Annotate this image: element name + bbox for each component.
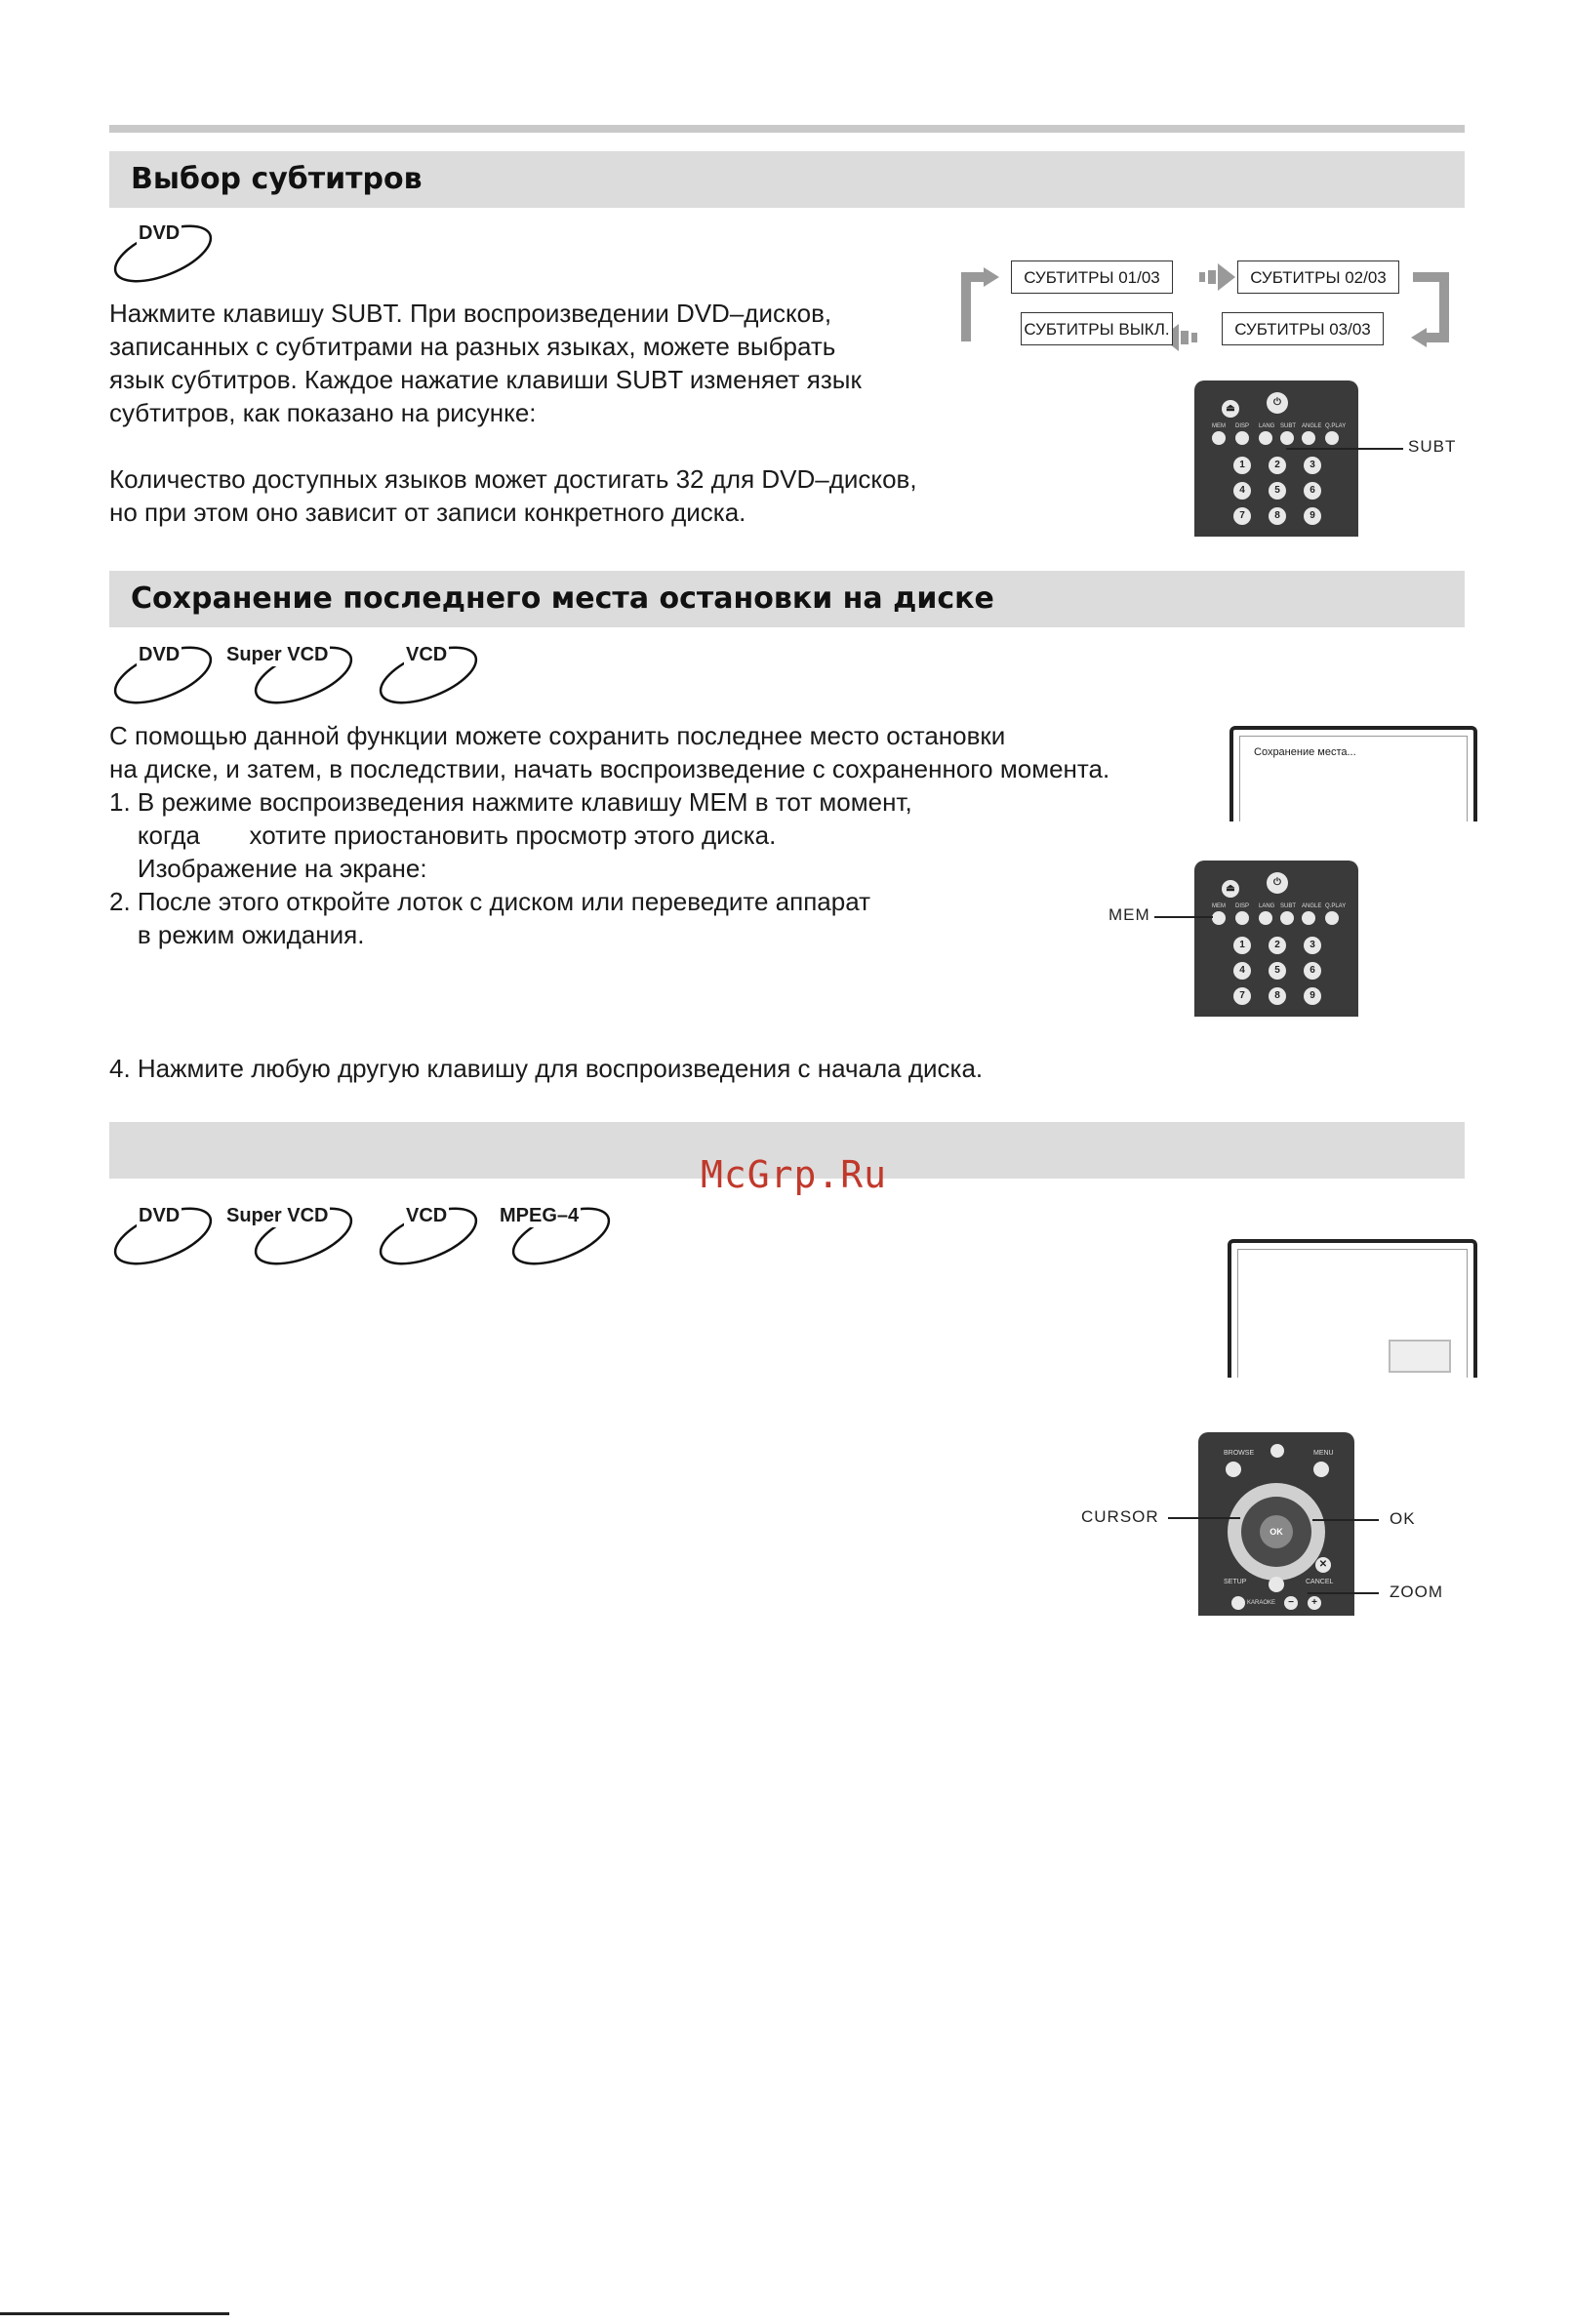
super-vcd-badge <box>226 644 357 722</box>
paragraph-line: на диске, и затем, в последствии, начать воспроизведение с сохраненного момента. <box>109 754 1110 783</box>
subt-callout: SUBT <box>1408 437 1457 456</box>
mem-callout: MEM <box>1108 905 1150 924</box>
cancel-icon: ✕ <box>1315 1557 1331 1573</box>
badge-label: MPEG–4 <box>500 1205 580 1226</box>
qplay-button <box>1325 431 1339 445</box>
paragraph-line: но при этом оно зависит от записи конкретного диска. <box>109 498 746 527</box>
mem-button <box>1212 431 1226 445</box>
subt-button <box>1280 431 1294 445</box>
zoom-window <box>1389 1340 1451 1373</box>
disp-button <box>1235 911 1249 925</box>
zoom-minus-icon: − <box>1284 1596 1298 1610</box>
ok-button: OK <box>1260 1515 1293 1548</box>
callout-line <box>1154 916 1213 918</box>
digit-button: 1 <box>1233 457 1251 474</box>
badge-label: VCD <box>406 644 448 665</box>
power-icon: ⏻ <box>1267 392 1288 414</box>
zoom-callout: ZOOM <box>1390 1583 1443 1601</box>
eject-icon: ⏏ <box>1222 400 1239 418</box>
digit-button: 2 <box>1269 457 1286 474</box>
super-vcd-badge <box>226 1205 357 1283</box>
setup-label: SETUP <box>1224 1579 1247 1585</box>
digit-button: 9 <box>1304 507 1321 525</box>
paragraph-line: язык субтитров. Каждое нажатие клавиши SUBT изменяет язык <box>109 365 862 394</box>
digit-button: 6 <box>1304 962 1321 980</box>
subtitle-box-02: СУБТИТРЫ 02/03 <box>1237 260 1399 294</box>
eject-icon: ⏏ <box>1222 880 1239 898</box>
lang-button <box>1259 431 1272 445</box>
digit-button: 3 <box>1304 937 1321 954</box>
row-label: Q.PLAY <box>1325 423 1347 429</box>
digit-button: 7 <box>1233 987 1251 1005</box>
callout-line <box>1312 1519 1379 1521</box>
badge-label: DVD <box>139 644 181 665</box>
subtitle-box-01: СУБТИТРЫ 01/03 <box>1011 260 1173 294</box>
digit-button: 7 <box>1233 507 1251 525</box>
callout-line <box>1286 448 1403 450</box>
callout-line <box>1168 1517 1240 1519</box>
section-title-subtitles: Выбор субтитров <box>109 151 1465 208</box>
zoom-plus-icon: + <box>1308 1596 1321 1610</box>
paragraph-line: в режим ожидания. <box>109 920 365 949</box>
paragraph-line: 2. После этого откройте лоток с диском или переведите аппарат <box>109 887 870 916</box>
vcd-badge <box>375 644 482 722</box>
paragraph-line: Изображение на экране: <box>109 854 427 883</box>
dvd-badge <box>109 222 217 301</box>
tv-screen-memory <box>1229 726 1477 821</box>
vcd-badge <box>375 1205 482 1283</box>
row-label: MEM <box>1212 423 1226 429</box>
digit-button: 4 <box>1233 482 1251 500</box>
digit-button: 8 <box>1269 507 1286 525</box>
karaoke-button <box>1231 1596 1245 1610</box>
top-rule <box>109 125 1465 133</box>
footer-rule <box>0 2312 229 2315</box>
row-label: ANGLE <box>1302 903 1322 909</box>
row-label: ANGLE <box>1302 423 1322 429</box>
digit-button: 1 <box>1233 937 1251 954</box>
disp-button <box>1235 431 1249 445</box>
digit-button: 4 <box>1233 962 1251 980</box>
remote-control-mem <box>1194 861 1358 1017</box>
digit-button: 5 <box>1269 962 1286 980</box>
cancel-label: CANCEL <box>1306 1579 1334 1585</box>
digit-button: 8 <box>1269 987 1286 1005</box>
row-label: MEM <box>1212 903 1226 909</box>
angle-button <box>1302 911 1315 925</box>
digit-button: 3 <box>1304 457 1321 474</box>
badge-label: DVD <box>139 222 181 244</box>
subtitle-box-off: СУБТИТРЫ ВЫКЛ. <box>1021 312 1173 345</box>
row-label: SUBT <box>1280 423 1297 429</box>
subtitle-box-03: СУБТИТРЫ 03/03 <box>1222 312 1384 345</box>
power-icon: ⏻ <box>1267 872 1288 894</box>
info-icon <box>1270 1444 1284 1458</box>
lang-button <box>1259 911 1272 925</box>
screen-message: Сохранение места... <box>1254 746 1356 758</box>
watermark: McGrp.Ru <box>701 1153 888 1196</box>
badge-label: VCD <box>406 1205 448 1226</box>
row-label: SUBT <box>1280 903 1297 909</box>
screen-inner <box>1237 1249 1468 1378</box>
karaoke-label: KARAOKE <box>1247 1600 1276 1606</box>
paragraph-line: Нажмите клавишу SUBT. При воспроизведении DVD–дисков, <box>109 299 832 328</box>
digit-button: 2 <box>1269 937 1286 954</box>
subt-button <box>1280 911 1294 925</box>
cursor-ring <box>1228 1483 1325 1581</box>
paragraph-line: С помощью данной функции можете сохранить последнее место остановки <box>109 721 1006 750</box>
section-title-memory: Сохранение последнего места остановки на диске <box>109 571 1465 627</box>
digit-button: 6 <box>1304 482 1321 500</box>
paragraph-line: субтитров, как показано на рисунке: <box>109 398 537 427</box>
browse-button <box>1226 1462 1241 1477</box>
remote-control-subt <box>1194 381 1358 537</box>
badge-label: DVD <box>139 1205 181 1226</box>
browse-label: BROWSE <box>1224 1450 1255 1457</box>
paragraph-line: Количество доступных языков может достигать 32 для DVD–дисков, <box>109 464 917 494</box>
row-label: DISP <box>1235 423 1250 429</box>
qplay-button <box>1325 911 1339 925</box>
eye-icon <box>1269 1577 1284 1592</box>
callout-line <box>1308 1592 1379 1594</box>
remote-control-zoom <box>1198 1432 1354 1616</box>
angle-button <box>1302 431 1315 445</box>
row-label: Q.PLAY <box>1325 903 1347 909</box>
badge-label: Super VCD <box>226 1205 329 1226</box>
mpeg4-badge <box>500 1205 615 1283</box>
paragraph-line: когда хотите приостановить просмотр этого диска. <box>109 821 777 850</box>
badge-label: Super VCD <box>226 644 329 665</box>
ok-callout: OK <box>1390 1509 1416 1528</box>
paragraph-line: записанных с субтитрами на разных языках, можете выбрать <box>109 332 836 361</box>
cursor-callout: CURSOR <box>1081 1507 1159 1526</box>
paragraph-line: 1. В режиме воспроизведения нажмите клавишу MEM в тот момент, <box>109 787 912 817</box>
step-4: 4. Нажмите любую другую клавишу для воспроизведения с начала диска. <box>109 1054 984 1083</box>
screen-inner <box>1239 736 1468 821</box>
menu-label: MENU <box>1313 1450 1334 1457</box>
row-label: DISP <box>1235 903 1250 909</box>
tv-screen-zoom <box>1228 1239 1477 1378</box>
mem-button <box>1212 911 1226 925</box>
digit-button: 5 <box>1269 482 1286 500</box>
row-label: LANG <box>1259 423 1275 429</box>
dvd-badge <box>109 1205 217 1283</box>
digit-button: 9 <box>1304 987 1321 1005</box>
row-label: LANG <box>1259 903 1275 909</box>
dvd-badge <box>109 644 217 722</box>
menu-button <box>1313 1462 1329 1477</box>
